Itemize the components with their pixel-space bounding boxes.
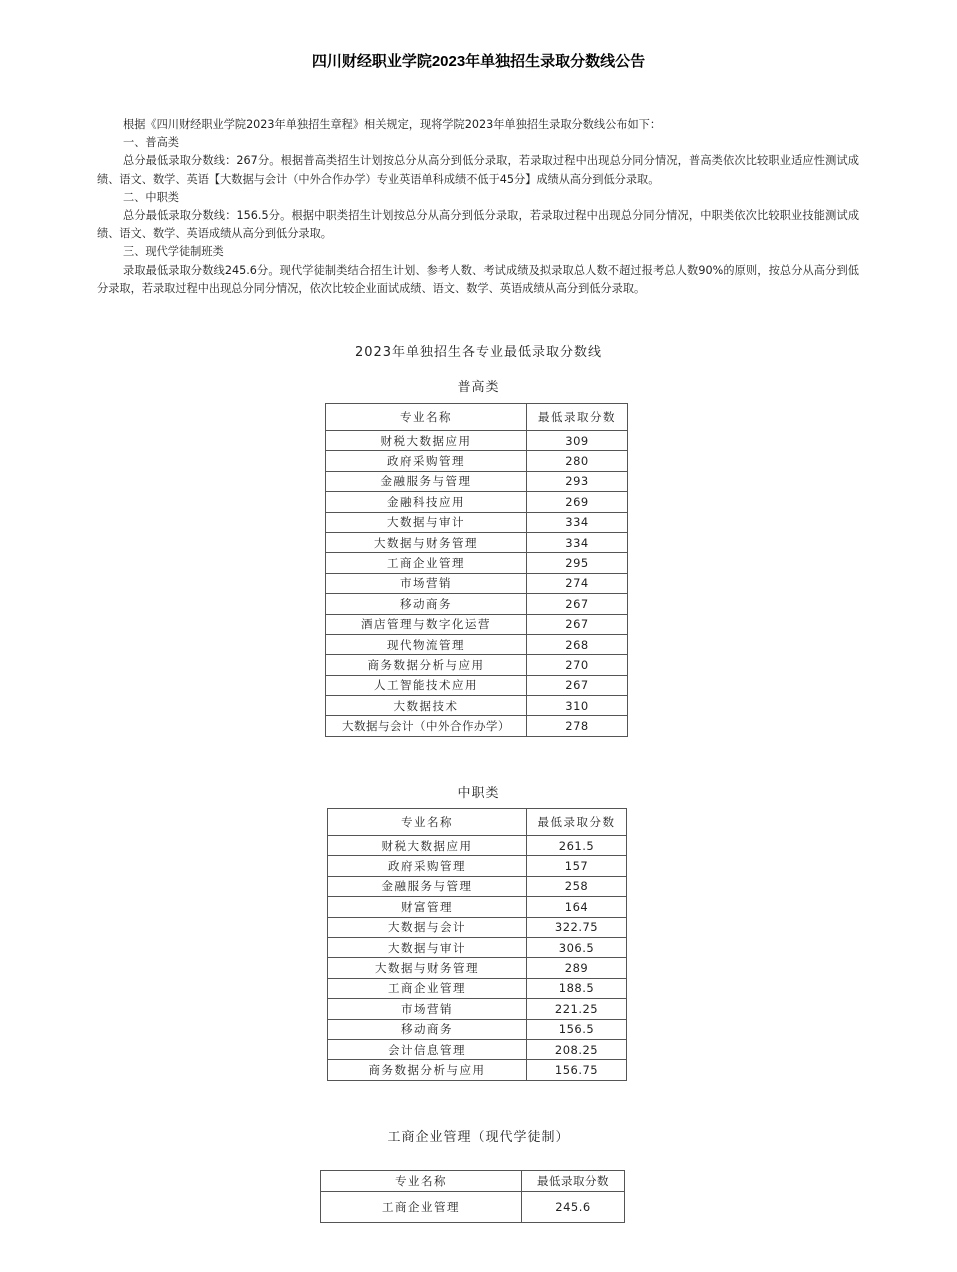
table-row xyxy=(328,1060,627,1080)
table-row xyxy=(326,634,628,654)
score-table-apprenticeship xyxy=(320,1170,625,1223)
table-row xyxy=(326,655,628,675)
score-cell: 188.5 xyxy=(527,978,627,998)
major-cell: 金融科技应用 xyxy=(326,492,527,512)
table-header-row xyxy=(326,404,628,431)
table-caption-apprenticeship: 工商企业管理（现代学徒制） xyxy=(387,1130,570,1145)
major-cell: 市场营销 xyxy=(326,573,527,593)
table-row xyxy=(326,594,628,614)
column-header-score: 最低录取分数 xyxy=(522,1171,625,1192)
table-row xyxy=(328,856,627,876)
major-cell: 大数据技术 xyxy=(326,696,527,716)
major-cell: 会计信息管理 xyxy=(328,1039,527,1059)
major-cell: 大数据与审计 xyxy=(328,937,527,957)
table-header-row xyxy=(321,1171,625,1192)
table-caption-general: 普高类 xyxy=(457,380,500,395)
major-cell: 现代物流管理 xyxy=(326,634,527,654)
score-cell: 274 xyxy=(527,573,628,593)
announcement-body xyxy=(97,116,859,298)
major-cell: 大数据与会计 xyxy=(328,917,527,937)
score-cell: 334 xyxy=(527,512,628,532)
table-row xyxy=(328,978,627,998)
table-row xyxy=(326,675,628,695)
column-header-major: 专业名称 xyxy=(326,404,527,431)
score-cell: 289 xyxy=(527,958,627,978)
major-cell: 人工智能技术应用 xyxy=(326,675,527,695)
intro-paragraph: 根据《四川财经职业学院2023年单独招生章程》相关规定，现将学院2023年单独招生录取分数线公布如下： xyxy=(123,118,662,131)
table-row xyxy=(328,958,627,978)
table-row xyxy=(326,696,628,716)
score-cell: 156.5 xyxy=(527,1019,627,1039)
score-cell: 334 xyxy=(527,532,628,552)
table-row xyxy=(328,836,627,856)
score-cell: 295 xyxy=(527,553,628,573)
score-cell: 310 xyxy=(527,696,628,716)
score-cell: 309 xyxy=(527,431,628,451)
section-body-vocational: 总分最低录取分数线：156.5分。根据中职类招生计划按总分从高分到低分录取，若录取过程中出现总分同分情况，中职类依次比较职业技能测试成绩、语文、数学、英语成绩从高分到低分录取。 xyxy=(97,209,860,241)
score-cell: 221.25 xyxy=(527,999,627,1019)
major-cell: 工商企业管理 xyxy=(321,1192,522,1223)
major-cell: 大数据与财务管理 xyxy=(326,532,527,552)
major-cell: 工商企业管理 xyxy=(326,553,527,573)
score-cell: 322.75 xyxy=(527,917,627,937)
major-cell: 金融服务与管理 xyxy=(326,471,527,491)
section-body-apprenticeship: 录取最低录取分数线245.6分。现代学徒制类结合招生计划、参考人数、考试成绩及拟录取总人数不超过报考总人数90%的原则，按总分从高分到低分录取，若录取过程中出现总分同分情况，依次比较企业面试成绩、语文、数学、英语成绩从高分到低分录取。 xyxy=(97,263,859,295)
major-cell: 政府采购管理 xyxy=(326,451,527,471)
major-cell: 政府采购管理 xyxy=(328,856,527,876)
score-cell: 208.25 xyxy=(527,1039,627,1059)
major-cell: 金融服务与管理 xyxy=(328,876,527,896)
score-cell: 261.5 xyxy=(527,836,627,856)
major-cell: 移动商务 xyxy=(326,594,527,614)
score-table-vocational xyxy=(327,808,627,1081)
table-row xyxy=(328,1039,627,1059)
score-cell: 270 xyxy=(527,655,628,675)
major-cell: 移动商务 xyxy=(328,1019,527,1039)
score-cell: 157 xyxy=(527,856,627,876)
column-header-major: 专业名称 xyxy=(321,1171,522,1192)
score-cell: 258 xyxy=(527,876,627,896)
table-row xyxy=(326,492,628,512)
score-cell: 278 xyxy=(527,716,628,736)
score-cell: 280 xyxy=(527,451,628,471)
section-heading-vocational: 二、中职类 xyxy=(123,190,179,204)
major-cell: 商务数据分析与应用 xyxy=(328,1060,527,1080)
table-row xyxy=(328,1019,627,1039)
table-row xyxy=(328,917,627,937)
score-cell: 268 xyxy=(527,634,628,654)
score-cell: 245.6 xyxy=(522,1192,625,1223)
table-row xyxy=(328,876,627,896)
score-cell: 293 xyxy=(527,471,628,491)
score-cell: 269 xyxy=(527,492,628,512)
major-cell: 商务数据分析与应用 xyxy=(326,655,527,675)
table-header-row xyxy=(328,809,627,836)
column-header-major: 专业名称 xyxy=(328,809,527,836)
table-row xyxy=(328,897,627,917)
major-cell: 财富管理 xyxy=(328,897,527,917)
table-row xyxy=(326,471,628,491)
section-heading-general: 一、普高类 xyxy=(123,136,179,150)
section-heading-apprenticeship: 三、现代学徒制班类 xyxy=(123,245,224,259)
column-header-score: 最低录取分数 xyxy=(527,404,628,431)
major-cell: 大数据与财务管理 xyxy=(328,958,527,978)
page-title: 四川财经职业学院2023年单独招生录取分数线公告 xyxy=(311,53,646,70)
major-cell: 工商企业管理 xyxy=(328,978,527,998)
table-row xyxy=(326,614,628,634)
score-table-general xyxy=(325,403,628,737)
score-cell: 267 xyxy=(527,594,628,614)
score-cell: 156.75 xyxy=(527,1060,627,1080)
table-row xyxy=(326,716,628,736)
score-cell: 164 xyxy=(527,897,627,917)
major-cell: 大数据与会计（中外合作办学） xyxy=(326,716,527,736)
major-cell: 财税大数据应用 xyxy=(328,836,527,856)
table-row xyxy=(326,553,628,573)
table-row xyxy=(328,937,627,957)
tables-heading: 2023年单独招生各专业最低录取分数线 xyxy=(354,345,603,360)
major-cell: 财税大数据应用 xyxy=(326,431,527,451)
table-row xyxy=(326,451,628,471)
score-cell: 267 xyxy=(527,614,628,634)
table-row xyxy=(326,573,628,593)
major-cell: 市场营销 xyxy=(328,999,527,1019)
table-row xyxy=(328,999,627,1019)
score-cell: 306.5 xyxy=(527,937,627,957)
table-row xyxy=(326,512,628,532)
table-caption-vocational: 中职类 xyxy=(457,786,500,801)
table-row xyxy=(326,431,628,451)
column-header-score: 最低录取分数 xyxy=(527,809,627,836)
major-cell: 酒店管理与数字化运营 xyxy=(326,614,527,634)
major-cell: 大数据与审计 xyxy=(326,512,527,532)
table-row xyxy=(326,532,628,552)
section-body-general: 总分最低录取分数线：267分。根据普高类招生计划按总分从高分到低分录取，若录取过程中出现总分同分情况，普高类依次比较职业适应性测试成绩、语文、数学、英语【大数据与会计（中外合作办学）专业英语单科成绩不低于45分】成绩从高分到低分录取。 xyxy=(97,154,859,186)
table-row xyxy=(321,1192,625,1223)
score-cell: 267 xyxy=(527,675,628,695)
